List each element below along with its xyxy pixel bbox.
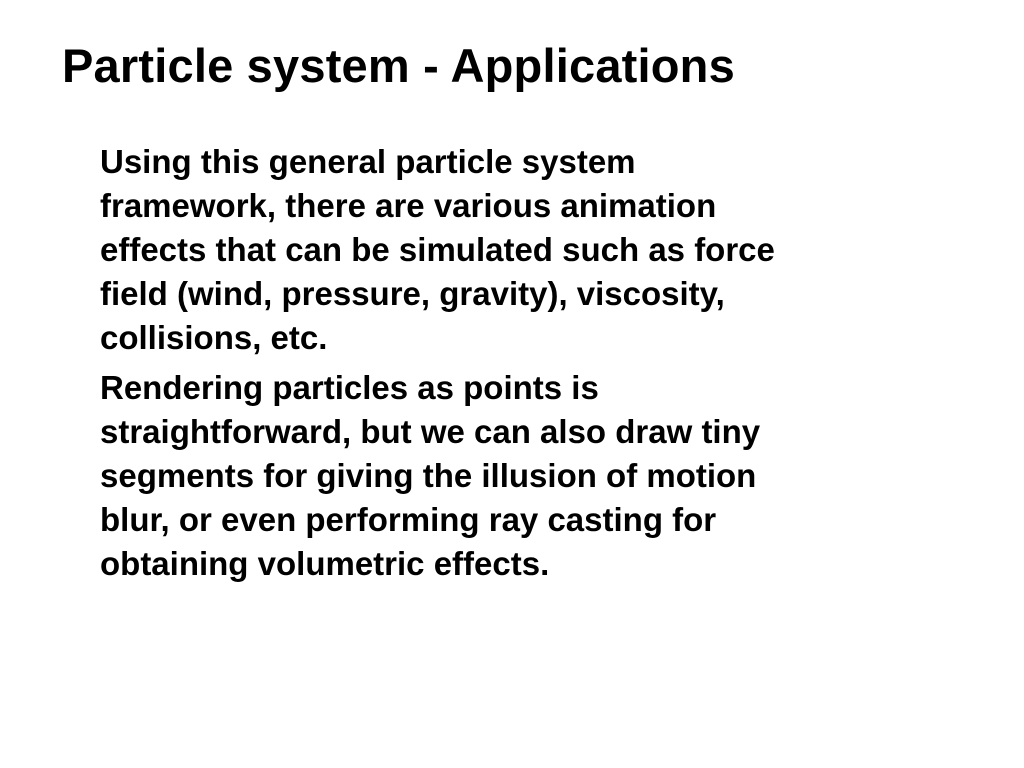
text-line: Using this general particle system: [100, 143, 636, 180]
text-line: Rendering particles as points is: [100, 369, 599, 406]
text-line: framework, there are various animation: [100, 187, 717, 224]
text-line: blur, or even performing ray casting for: [100, 501, 717, 538]
text-line: obtaining volumetric effects.: [100, 545, 550, 582]
slide-body: [100, 140, 980, 586]
text-line: segments for giving the illusion of motion: [100, 457, 757, 494]
paragraph-rendering-particles: [100, 366, 980, 586]
slide-title: Particle system - Applications: [62, 39, 735, 92]
text-line: collisions, etc.: [100, 319, 328, 356]
paragraph-framework-effects: [100, 140, 980, 360]
text-line: effects that can be simulated such as force: [100, 231, 775, 268]
text-line: field (wind, pressure, gravity), viscosity,: [100, 275, 725, 312]
text-line: straightforward, but we can also draw tiny: [100, 413, 761, 450]
